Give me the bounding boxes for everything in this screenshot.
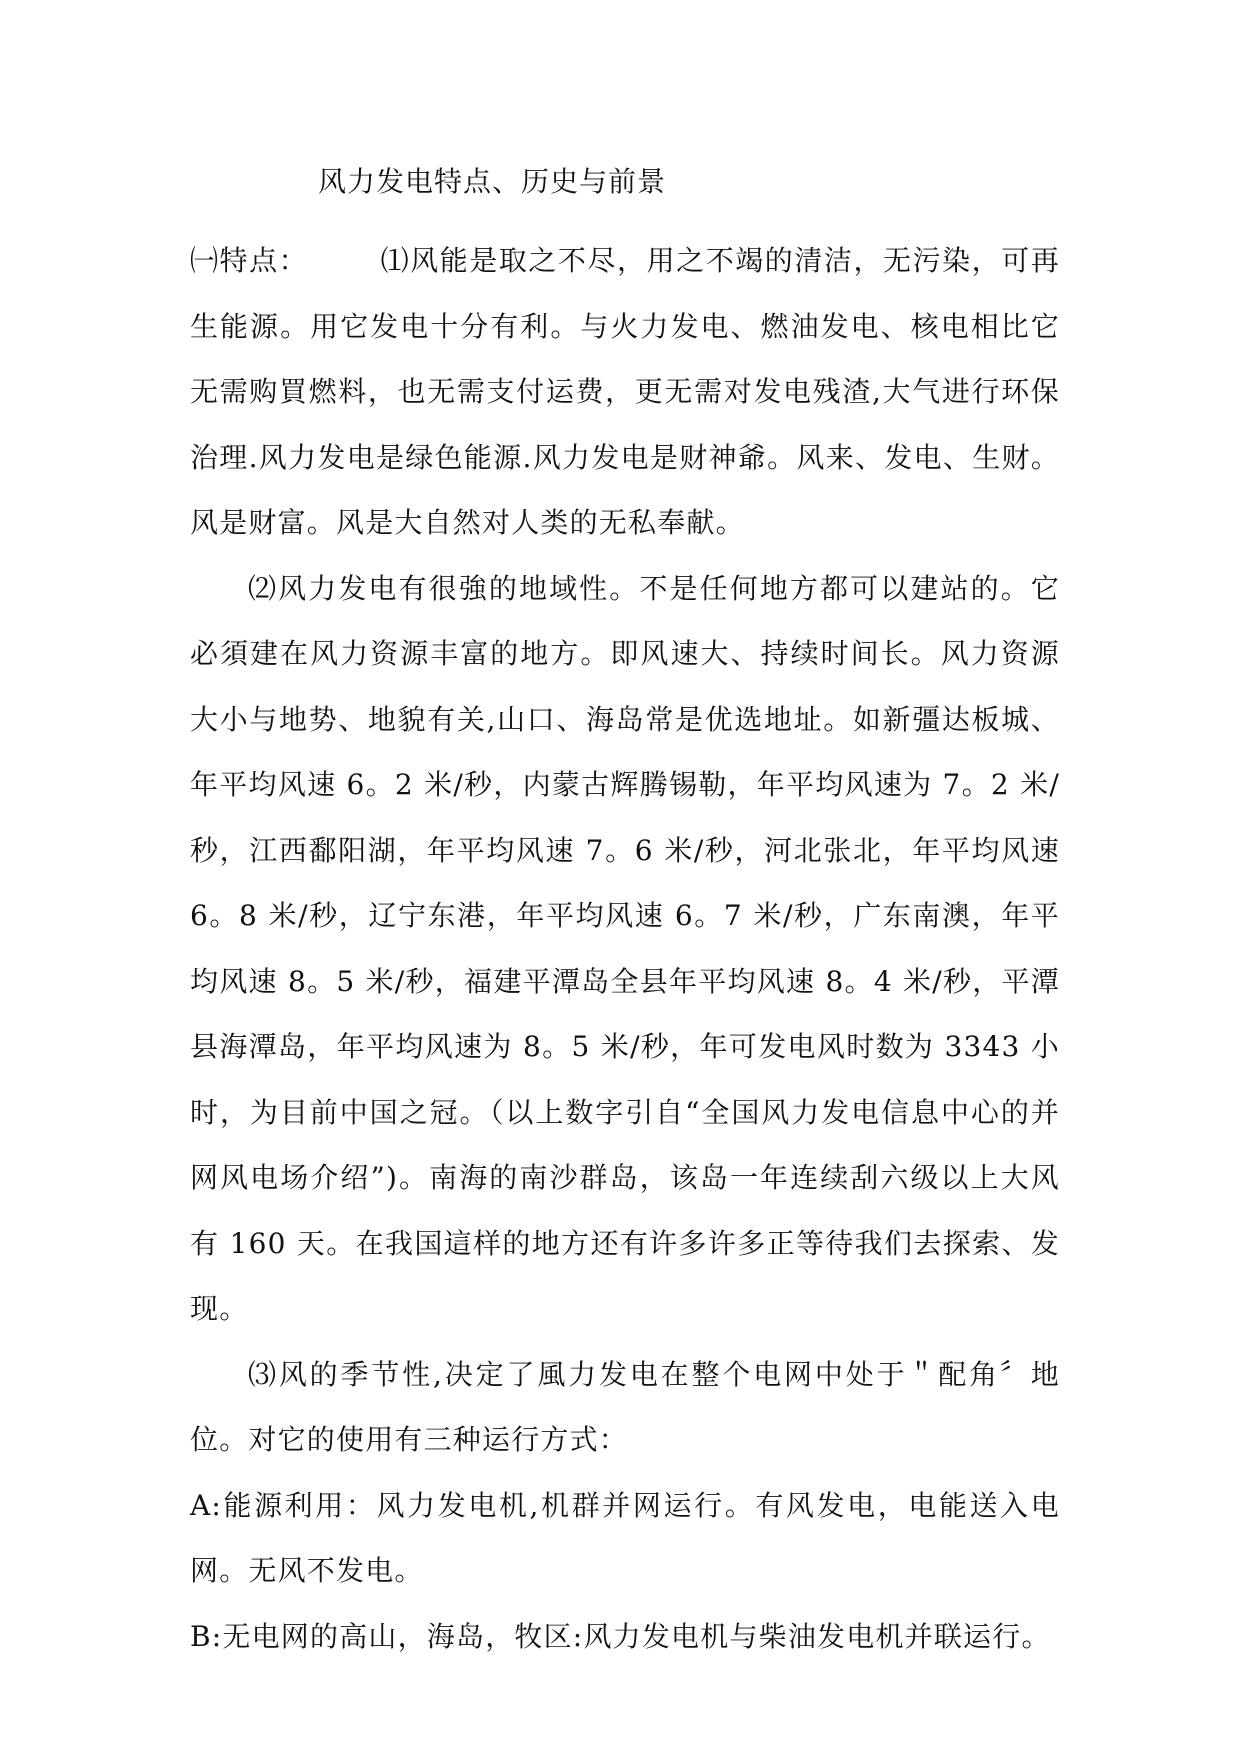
paragraph-5: B:无电网的高山，海岛，牧区:风力发电机与柴油发电机并联运行。 xyxy=(190,1619,1051,1653)
paragraph-1 xyxy=(190,228,1060,556)
document-title: 风力发电特点、历史与前景 xyxy=(318,165,667,198)
paragraph-4: A:能源利用：风力发电机,机群并网运行。有风发电，电能送入电网。无风不发电。 xyxy=(190,1488,1060,1587)
paragraph-2: ⑵风力发电有很強的地域性。不是任何地方都可以建站的。它必須建在风力资源丰富的地方。即风速大、持续时间长。风力资源大小与地势、地貌有关,山口、海岛常是优选地址。如新彊达板城、年平均风速 6。2 米/秒，内蒙古辉腾锡勒，年平均风速为 7。2 米/秒，江西鄱阳湖，年平均风速 7。6 米/秒，河北张北，年平均风速 6。8 米/秒，辽宁东港，年平均风速 6。7 米/秒，广东南澳，年平均风速 8。5 米/秒，福建平潭岛全县年平均风速 8。4 米/秒，平潭县海潭岛，年平均风速为 8。5 米/秒，年可发电风时数为 3343 小时，为目前中国之冠。（以上数字引自“全国风力发电信息中心的并网风电场介绍”)。南海的南沙群岛，该岛一年连续刮六级以上大风有 160 天。在我国這样的地方还有许多许多正等待我们去探索、发现。 xyxy=(190,571,1060,1325)
paragraph-3: ⑶风的季节性,决定了風力发电在整个电网中处于＂配角〞地位。对它的使用有三种运行方式： xyxy=(190,1357,1060,1456)
document-body xyxy=(190,228,1060,1669)
section-label: ㈠特点： xyxy=(190,244,309,277)
paragraph-1-text: ⑴风能是取之不尽，用之不竭的清洁，无污染，可再生能源。用它发电十分有利。与火力发电、燃油发电、核电相比它无需购買燃料，也无需支付运费，更无需对发电残渣,大气进行环保治理.风力发电是绿色能源.风力发电是财神爺。风来、发电、生财。风是财富。风是大自然对人类的无私奉献。 xyxy=(190,244,1060,539)
